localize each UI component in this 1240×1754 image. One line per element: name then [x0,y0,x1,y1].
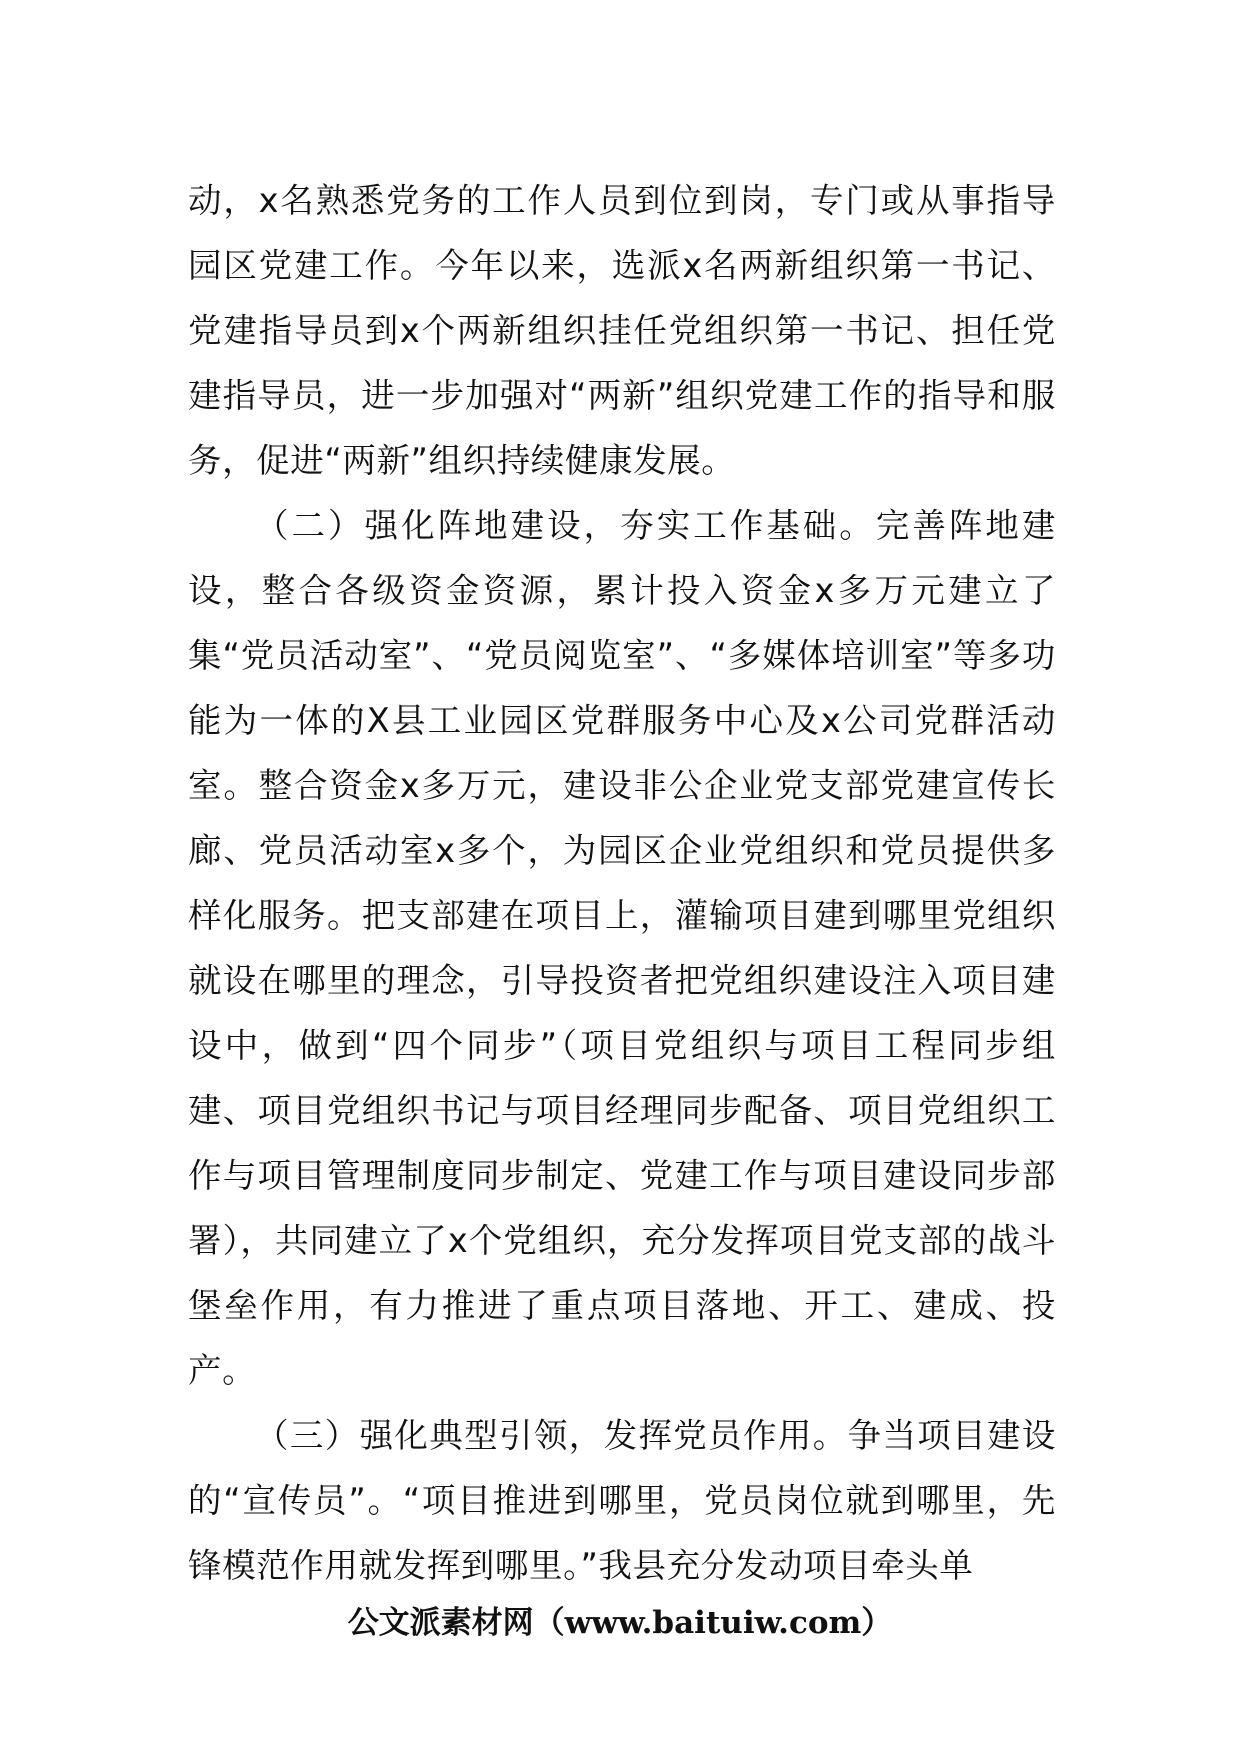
document-body [188,168,1056,1598]
paragraph-section-2: （二）强化阵地建设，夯实工作基础。完善阵地建设，整合各级资金资源，累计投入资金x多万元建立了集“党员活动室”、“党员阅览室”、“多媒体培训室”等多功能为一体的X县工业园区党群服务中心及x公司党群活动室。整合资金x多万元，建设非公企业党支部党建宣传长廊、党员活动室x多个，为园区企业党组织和党员提供多样化服务。把支部建在项目上，灌输项目建到哪里党组织就设在哪里的理念，引导投资者把党组织建设注入项目建设中，做到“四个同步”（项目党组织与项目工程同步组建、项目党组织书记与项目经理同步配备、项目党组织工作与项目管理制度同步制定、党建工作与项目建设同步部署），共同建立了x个党组织，充分发挥项目党支部的战斗堡垒作用，有力推进了重点项目落地、开工、建成、投产。 [188,506,1056,1390]
paragraph-section-3: （三）强化典型引领，发挥党员作用。争当项目建设的“宣传员”。“项目推进到哪里，党员岗位就到哪里，先锋模范作用就发挥到哪里。”我县充分发动项目牵头单 [188,1416,1056,1585]
footer-watermark: 公文派素材网（www.baituiw.com） [347,1605,893,1641]
paragraph-continuation: 动，x名熟悉党务的工作人员到位到岗，专门或从事指导园区党建工作。今年以来，选派x名两新组织第一书记、党建指导员到x个两新组织挂任党组织第一书记、担任党建指导员，进一步加强对“两新”组织党建工作的指导和服务，促进“两新”组织持续健康发展。 [188,181,1056,480]
